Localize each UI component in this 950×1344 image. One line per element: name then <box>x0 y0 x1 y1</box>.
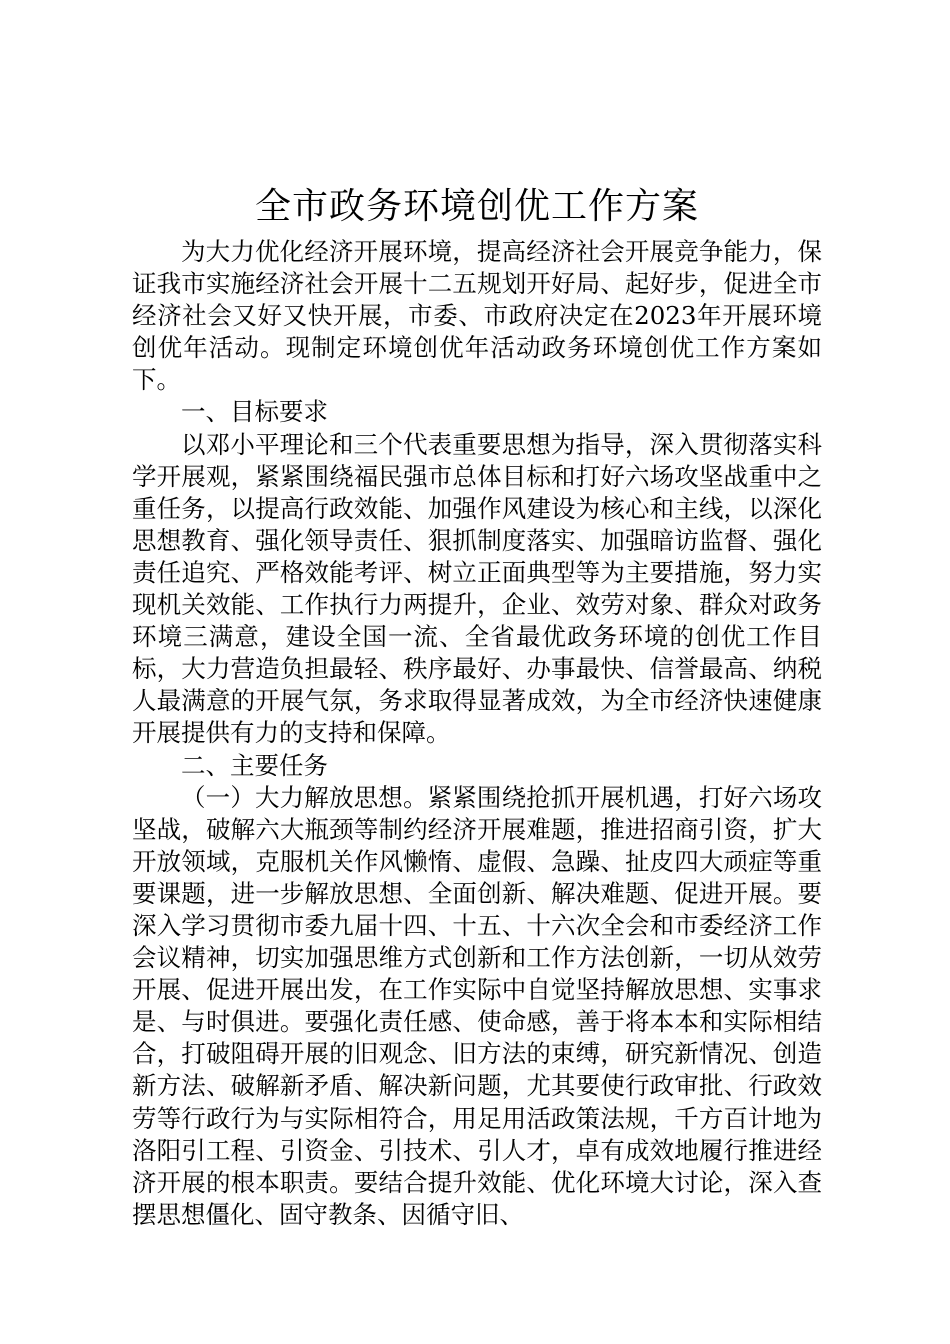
intro-paragraph: 为大力优化经济开展环境，提高经济社会开展竞争能力，保证我市实施经济社会开展十二五规划开好局、起好步，促进全市经济社会又好又快开展，市委、市政府决定在2023年开展环境创优年活动。现制定环境创优年活动政务环境创优工作方案如下。 <box>132 237 822 395</box>
section-heading-goals: 一、目标要求 <box>181 397 328 427</box>
task-item-1-paragraph: （一）大力解放思想。紧紧围绕抢抓开展机遇，打好六场攻坚战，破解六大瓶颈等制约经济开展难题，推进招商引资，扩大开放领域，克服机关作风懒惰、虚假、急躁、扯皮四大顽症等重要课题，进一步解放思想、全面创新、解决难题、促进开展。要深入学习贯彻市委九届十四、十五、十六次全会和市委经济工作会议精神，切实加强思维方式创新和工作方法创新，一切从效劳开展、促进开展出发，在工作实际中自觉坚持解放思想、实事求是、与时俱进。要强化责任感、使命感，善于将本本和实际相结合，打破阻碍开展的旧观念、旧方法的束缚，研究新情况、创造新方法、破解新矛盾、解决新问题，尤其要使行政审批、行政效劳等行政行为与实际相符合，用足用活政策法规，千方百计地为洛阳引工程、引资金、引技术、引人才，卓有成效地履行推进经济开展的根本职责。要结合提升效能、优化环境大讨论，深入查摆思想僵化、固守教条、因循守旧、 <box>132 782 822 1229</box>
document-title: 全市政务环境创优工作方案 <box>254 186 699 227</box>
section-heading-tasks: 二、主要任务 <box>181 750 328 780</box>
document-page <box>132 180 822 1231</box>
goals-paragraph: 以邓小平理论和三个代表重要思想为指导，深入贯彻落实科学开展观，紧紧围绕福民强市总体目标和打好六场攻坚战重中之重任务，以提高行政效能、加强作风建设为核心和主线，以深化思想教育、强化领导责任、狠抓制度落实、加强暗访监督、强化责任追究、严格效能考评、树立正面典型等为主要措施，努力实现机关效能、工作执行力两提升，企业、效劳对象、群众对政务环境三满意，建设全国一流、全省最优政务环境的创优工作目标，大力营造负担最轻、秩序最好、办事最快、信誉最高、纳税人最满意的开展气氛，务求取得显著成效，为全市经济快速健康开展提供有力的支持和保障。 <box>132 429 822 748</box>
